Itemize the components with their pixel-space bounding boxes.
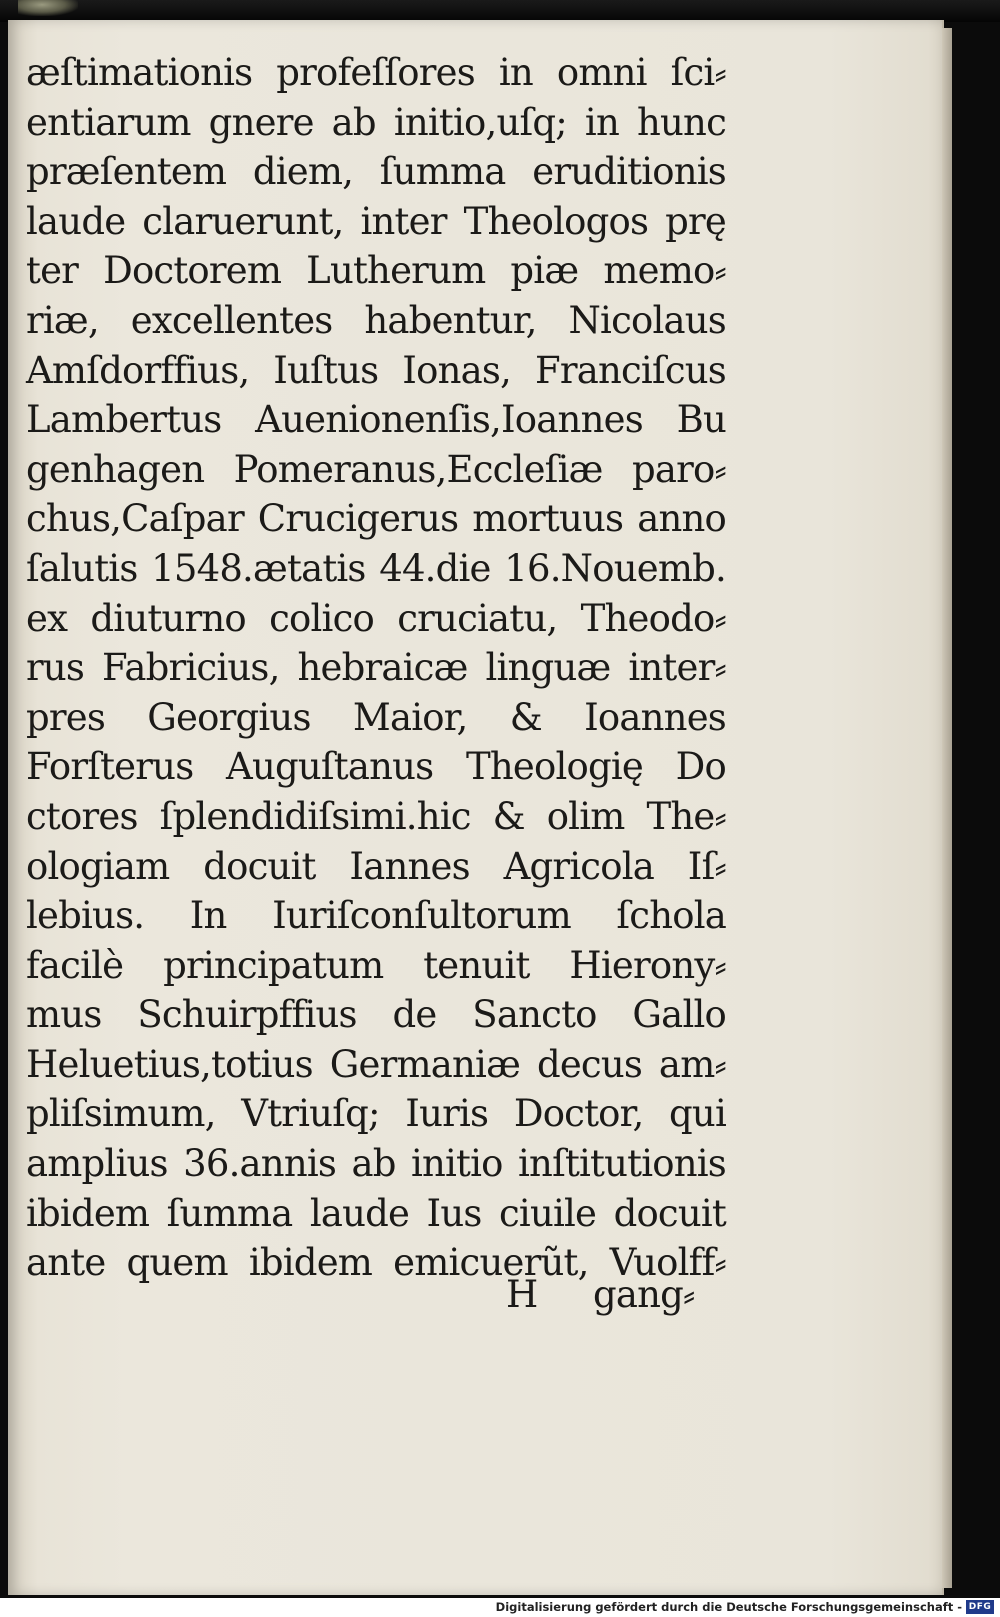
text-line: laude claruerunt, inter Theologos prę (26, 199, 726, 243)
text-line: facilè principatum tenuit Hierony⸗ (26, 943, 726, 987)
text-line: ibidem ſumma laude Ius ciuile docuit (26, 1191, 726, 1235)
text-line: Forſterus Auguſtanus Theologię Do (26, 745, 726, 789)
text-line: riæ, excellentes habentur, Nicolaus (26, 298, 726, 342)
top-fringe (0, 0, 1000, 22)
dfg-logo: DFG (966, 1600, 994, 1614)
catch-line (26, 1270, 726, 1320)
footer-credit: Digitalisierung gefördert durch die Deutsche Forschungsgemeinschaft - (495, 1600, 962, 1614)
body-text (26, 48, 726, 1316)
text-line: chus,Caſpar Crucigerus mortuus anno (26, 497, 726, 541)
book-page (8, 20, 944, 1595)
signature-mark: H (506, 1273, 538, 1316)
text-line: genhagen Pomeranus,Eccleſiæ paro⸗ (26, 447, 726, 491)
text-line: ſalutis 1548.ætatis 44.die 16.Nouemb. (26, 546, 726, 590)
text-line: Amſdorffius, Iuſtus Ionas, Franciſcus (26, 348, 726, 392)
text-line: ter Doctorem Lutherum piæ memo⸗ (26, 249, 726, 293)
text-line: mus Schuirpffius de Sancto Gallo (26, 993, 726, 1037)
text-line: ex diuturno colico cruciatu, Theodo⸗ (26, 596, 726, 640)
text-line: ologiam docuit Iannes Agricola Iſ⸗ (26, 844, 726, 888)
text-line: pliſsimum, Vtriuſq; Iuris Doctor, qui (26, 1092, 726, 1136)
text-line: ctores ſplendidiſsimi.hic & olim The⸗ (26, 794, 726, 838)
text-line: rus Fabricius, hebraicæ linguæ inter⸗ (26, 646, 726, 690)
text-line: æſtimationis profeſſores in omni ſci⸗ (26, 51, 726, 94)
text-line: amplius 36.annis ab initio inſtitutionis (26, 1142, 726, 1186)
text-line: præſentem diem, ſumma eruditionis (26, 150, 726, 194)
binding-thread (18, 0, 78, 16)
text-line: Heluetius,totius Germaniæ decus am⸗ (26, 1042, 726, 1086)
text-line: ante quem ibidem emicuerũt, Vuolff⸗ (26, 1241, 726, 1285)
text-line: Lambertus Auenionenſis,Ioannes Bu (26, 398, 726, 442)
catchword: gang⸗ (593, 1273, 695, 1316)
text-line: entiarum gnere ab initio,uſq; in hunc (26, 100, 726, 144)
text-line: lebius. In Iuriſconſultorum ſchola (26, 894, 726, 938)
text-line: pres Georgius Maior, & Ioannes (26, 695, 726, 739)
page-edge (942, 28, 952, 1588)
